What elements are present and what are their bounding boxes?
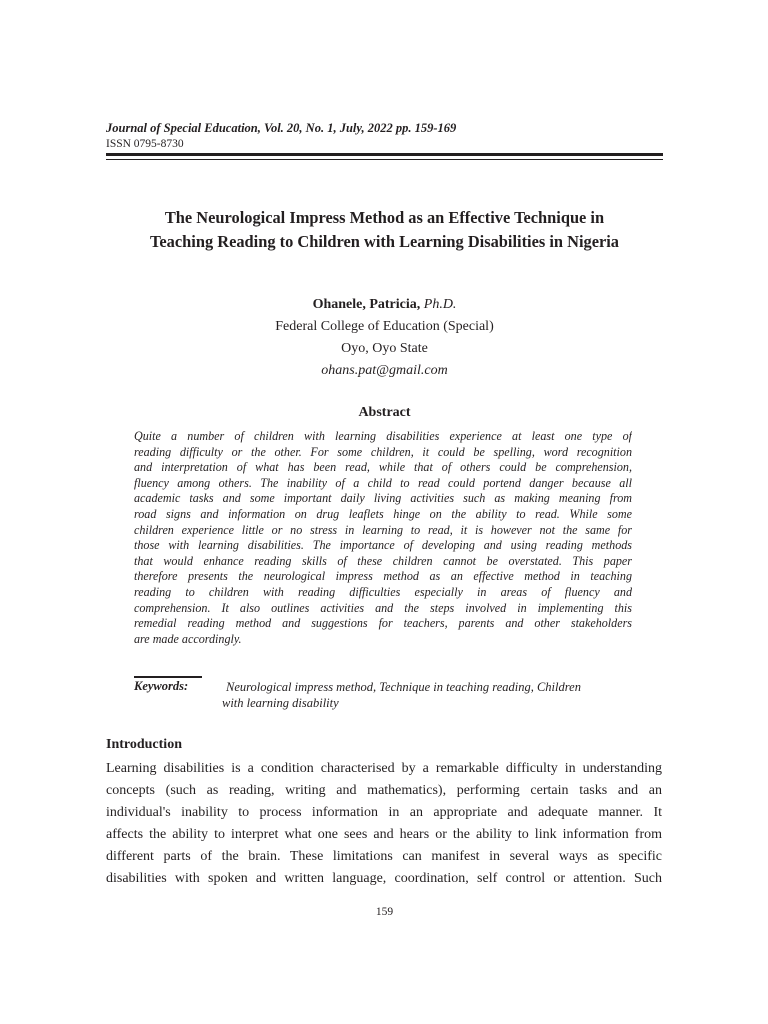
- abstract-line: and interpretation of what has been read, while that of others could be comprehension,: [134, 460, 632, 475]
- introduction-line: concepts (such as reading, writing and mathematics), performing certain tasks and an: [106, 782, 662, 798]
- author-affiliation: Federal College of Education (Special): [275, 319, 494, 334]
- author-location: Oyo, Oyo State: [341, 341, 428, 356]
- introduction-line: individual's inability to process information in an appropriate and adequate manner. It: [106, 804, 662, 820]
- abstract-line: reading difficulty or the other. For some children, it could be spelling, word recognition: [134, 444, 632, 459]
- introduction-line: Learning disabilities is a condition characterised by a remarkable difficulty in understanding: [106, 761, 662, 776]
- keywords-label: Keywords:: [134, 679, 189, 693]
- introduction-heading: Introduction: [106, 737, 182, 752]
- header-rule-thin: [106, 159, 663, 160]
- author-degree: Ph.D.: [423, 297, 457, 312]
- author-block: [106, 294, 663, 382]
- introduction-body: [106, 758, 662, 889]
- introduction-line: different parts of the brain. These limitations can manifest in several ways as specific: [106, 848, 662, 864]
- abstract-line: Quite a number of children with learning disabilities experience at least one type of: [134, 429, 632, 443]
- abstract-body: [134, 429, 632, 647]
- abstract-heading: Abstract: [358, 405, 411, 420]
- author-name: Ohanele, Patricia,: [312, 297, 421, 312]
- page-number: 159: [375, 906, 394, 918]
- abstract-line: children experience little or no stress in learning to read, it is however not the same for: [134, 522, 632, 537]
- introduction-line: affects the ability to interpret what one sees and hears or the ability to link information from: [106, 826, 662, 842]
- introduction-line: disabilities with spoken and written language, coordination, self control or attention. Such: [106, 870, 662, 886]
- author-email[interactable]: ohans.pat@gmail.com: [321, 363, 448, 378]
- paper-title: [106, 206, 663, 254]
- abstract-line: comprehension. It also outlines activities and the steps involved in implementing this: [134, 600, 632, 615]
- title-line: The Neurological Impress Method as an Effective Technique in: [164, 208, 605, 227]
- abstract-line: those with learning disabilities. The importance of developing and using reading methods: [134, 538, 632, 553]
- journal-citation: Journal of Special Education, Vol. 20, No. 1, July, 2022 pp. 159-169: [106, 121, 457, 135]
- abstract-line: therefore presents the neurological impress method as an effective method in teaching: [134, 569, 632, 584]
- keywords-text: [222, 679, 634, 711]
- author-line: [106, 294, 663, 316]
- header-rule-thick: [106, 153, 663, 156]
- abstract-line: academic tasks and some important daily living activities such as making meaning from: [134, 491, 632, 506]
- abstract-line: that would enhance reading skills of these children cannot be overstated. This paper: [134, 553, 632, 568]
- title-line: Teaching Reading to Children with Learning Disabilities in Nigeria: [149, 232, 619, 251]
- abstract-line: are made accordingly.: [134, 631, 242, 646]
- keywords-line: Neurological impress method, Technique in teaching reading, Children: [226, 680, 581, 694]
- keywords-line: with learning disability: [222, 696, 339, 710]
- abstract-line: remedial reading method and suggestions for teachers, parents and other stakeholders: [134, 616, 632, 631]
- issn: ISSN 0795-8730: [106, 138, 184, 150]
- abstract-line: reading to children with reading difficulties especially in areas of fluency and: [134, 584, 632, 599]
- abstract-line: fluency among others. The inability of a child to read could portend danger because all: [134, 475, 632, 490]
- keywords-rule: [134, 676, 202, 678]
- abstract-line: road signs and information on drug leaflets hinge on the ability to read. While some: [134, 506, 632, 521]
